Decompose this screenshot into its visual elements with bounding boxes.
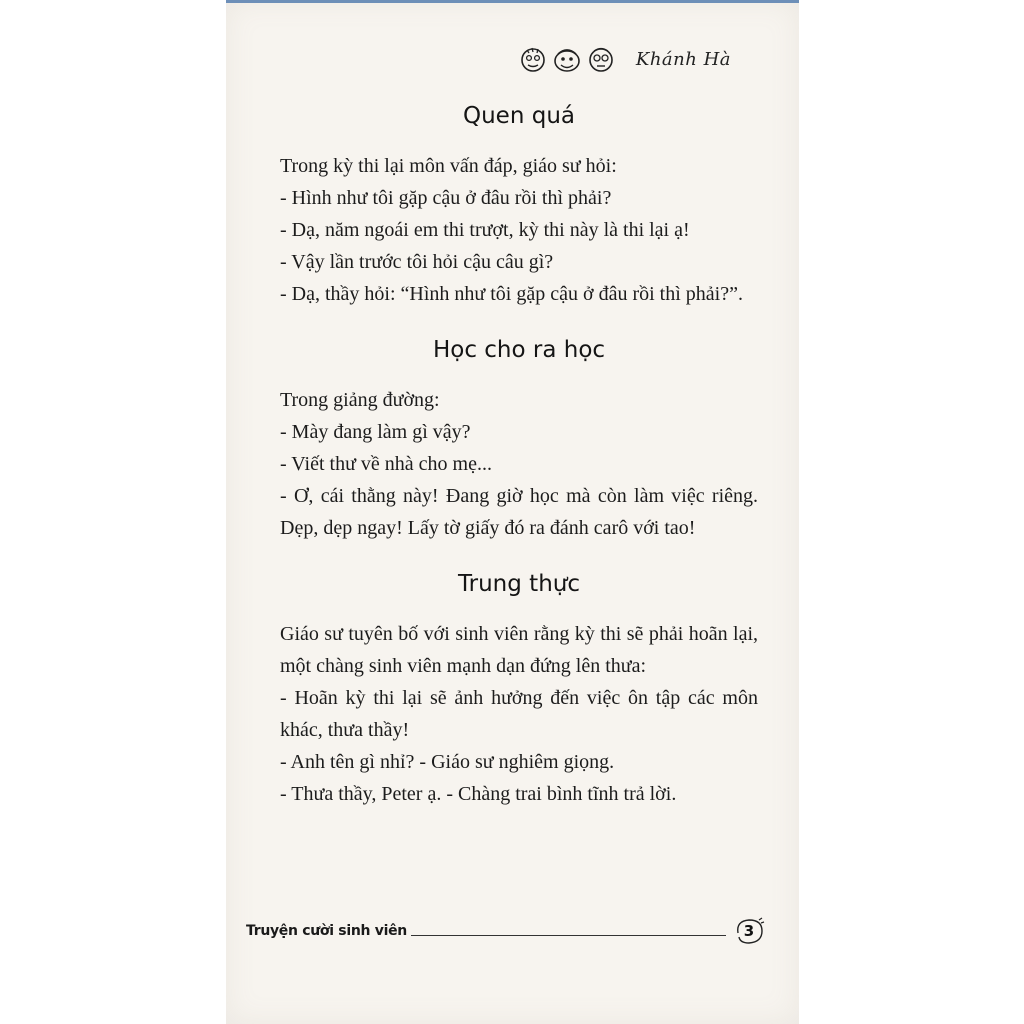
paragraph: - Anh tên gì nhỉ? - Giáo sư nghiêm giọng. [280,751,615,773]
paragraph: Trong kỳ thi lại môn vấn đáp, giáo sư hỏi: [280,155,617,177]
paragraph: - Dạ, thầy hỏi: “Hình như tôi gặp cậu ở đâu rồi thì phải?”. [280,283,743,305]
paragraph: - Thưa thầy, Peter ạ. - Chàng trai bình tĩnh trả lời. [280,783,677,805]
paragraph: - Hoãn kỳ thi lại sẽ ảnh hưởng đến việc ôn tập các môn khác, thưa thầy! [280,687,758,741]
page-footer [246,916,766,946]
paragraph: - Viết thư về nhà cho mẹ... [280,453,492,475]
face-icon [552,44,582,74]
book-page [226,0,799,1024]
page-number-badge [732,916,766,946]
section-title: Quen quá [463,103,575,129]
section-title: Trung thực [457,571,580,597]
paragraph: - Hình như tôi gặp cậu ở đâu rồi thì phải? [280,187,612,209]
paragraph: - Ơ, cái thằng này! Đang giờ học mà còn làm việc riêng. Dẹp, dẹp ngay! Lấy tờ giấy đó ra đánh carô với tao! [280,485,758,539]
paragraph: - Dạ, năm ngoái em thi trượt, kỳ thi này là thi lại ạ! [280,219,690,241]
section-title: Học cho ra học [432,337,606,363]
paragraph: - Vậy lần trước tôi hỏi cậu câu gì? [280,251,554,273]
page-number: 3 [743,922,755,940]
paragraph: Giáo sư tuyên bố với sinh viên rằng kỳ thi sẽ phải hoãn lại, một chàng sinh viên mạnh dạn đứng lên thưa: [280,623,758,677]
page-content [280,96,758,810]
header-faces [518,44,616,74]
page-top-edge [226,0,799,3]
author-name: Khánh Hà [635,48,731,70]
page-header [518,44,731,74]
face-icon [518,44,548,74]
footer-rule [411,935,726,936]
paragraph: - Mày đang làm gì vậy? [280,421,471,443]
book-title: Truyện cười sinh viên [246,923,407,939]
paragraph: Trong giảng đường: [280,389,440,411]
face-icon [586,44,616,74]
